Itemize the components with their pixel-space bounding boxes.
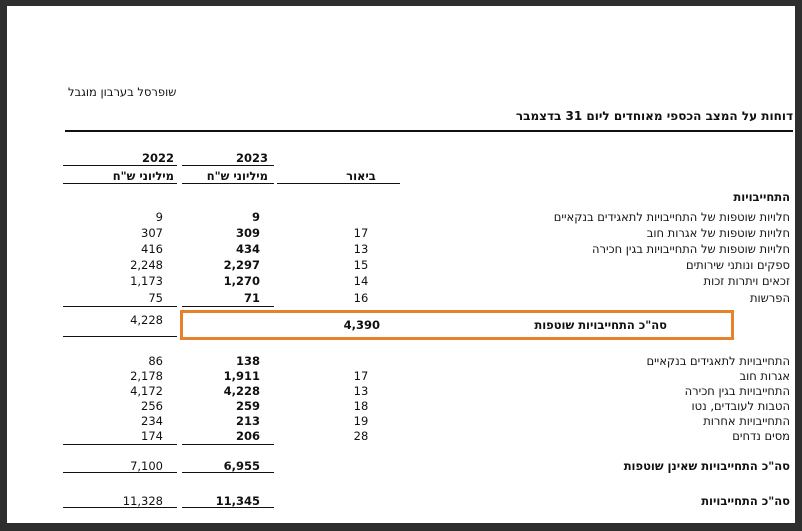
- row-label: זכאים ויתרות זכות: [703, 274, 790, 289]
- column-rule: [63, 306, 177, 307]
- report-page: [7, 6, 795, 523]
- note-number: 15: [353, 258, 369, 273]
- unit-label-2023: מיליוני ש"ח: [182, 169, 274, 184]
- column-rule: [63, 444, 177, 445]
- value-2023: 6,955: [182, 459, 274, 473]
- row-label: התחייבויות בגין חכירה: [684, 384, 790, 398]
- value-2022: 4,228: [63, 313, 177, 337]
- value-2022: 7,100: [63, 459, 177, 473]
- row-label: חלויות שוטפות של התחייבויות לתאגידים בנקאיים: [553, 210, 790, 224]
- total-label: סה"כ התחייבויות שוטפות: [534, 318, 667, 332]
- value-2022: 4,172: [130, 384, 163, 398]
- row-label: הפרשות: [749, 290, 790, 305]
- note-column-header: ביאור: [277, 169, 400, 184]
- value-2022: 86: [148, 354, 163, 368]
- value-2022: 9: [155, 210, 163, 224]
- note-number: 14: [353, 274, 369, 289]
- value-2023: 206: [235, 429, 260, 443]
- value-2023: 71: [243, 290, 260, 305]
- section-header-liabilities: התחייבויות: [733, 190, 790, 204]
- value-2023: 434: [235, 242, 260, 257]
- row-label: חלויות שוטפות של התחייבויות בגין חכירה: [591, 242, 790, 257]
- row-label: אגרות חוב: [739, 369, 790, 383]
- value-2022: 174: [141, 429, 163, 443]
- value-2023: 259: [235, 399, 260, 413]
- value-2023: 11,345: [182, 494, 274, 508]
- highlight-box: [180, 310, 734, 340]
- value-2023: 309: [235, 226, 260, 241]
- value-2022: 256: [141, 399, 163, 413]
- value-2022: 1,173: [130, 274, 163, 289]
- column-rule: [182, 306, 274, 307]
- column-header-2022: 2022: [63, 151, 177, 166]
- value-2023: 2,297: [223, 258, 260, 273]
- value-2023: 1,270: [223, 274, 260, 289]
- note-number: 18: [353, 399, 369, 413]
- value-2022: 307: [141, 226, 163, 241]
- total-liabilities-row: [63, 494, 793, 510]
- unit-label-2022: מיליוני ש"ח: [63, 169, 177, 184]
- note-number: 13: [353, 242, 369, 257]
- value-2022: 2,178: [130, 369, 163, 383]
- row-label: ספקים ונותני שירותים: [685, 258, 790, 273]
- company-name: שופרסל בערבון מוגבל: [68, 85, 177, 99]
- value-2022: 416: [141, 242, 163, 257]
- total-label: סה"כ התחייבויות שאינן שוטפות: [623, 459, 790, 473]
- value-2022: 2,248: [130, 258, 163, 273]
- row-label: התחייבויות לתאגידים בנקאיים: [646, 354, 790, 368]
- financial-table: [63, 6, 793, 523]
- value-2023: 1,911: [223, 369, 260, 383]
- value-2023: 138: [235, 354, 260, 368]
- note-number: 17: [353, 369, 369, 383]
- note-number: 16: [353, 290, 369, 305]
- note-number: 17: [353, 226, 369, 241]
- total-label: סה"כ התחייבויות: [701, 494, 790, 508]
- value-2022: 75: [148, 290, 163, 305]
- row-label: מסים נדחים: [732, 429, 790, 443]
- note-number: 19: [353, 414, 369, 428]
- value-2023: 4,228: [223, 384, 260, 398]
- total-current-liabilities-row: [63, 310, 793, 340]
- column-header-2023: 2023: [182, 151, 274, 166]
- value-2023: 4,390: [343, 318, 380, 332]
- table-header-years: [63, 151, 793, 168]
- page-title: דוחות על המצב הכספי מאוחדים ליום 31 בדצמבר: [515, 109, 793, 123]
- value-2022: 234: [141, 414, 163, 428]
- note-number: 28: [353, 429, 369, 443]
- note-number: 13: [353, 384, 369, 398]
- total-noncurrent-liabilities-row: [63, 459, 793, 475]
- value-2023: 213: [235, 414, 260, 428]
- column-rule: [182, 444, 274, 445]
- value-2023: 9: [251, 210, 260, 224]
- row-label: הטבות לעובדים, נטו: [691, 399, 790, 413]
- table-header-units: [63, 169, 793, 186]
- row-label: חלויות שוטפות של אגרות חוב: [646, 226, 790, 241]
- row-label: התחייבויות אחרות: [703, 414, 790, 428]
- value-2022: 11,328: [63, 494, 177, 508]
